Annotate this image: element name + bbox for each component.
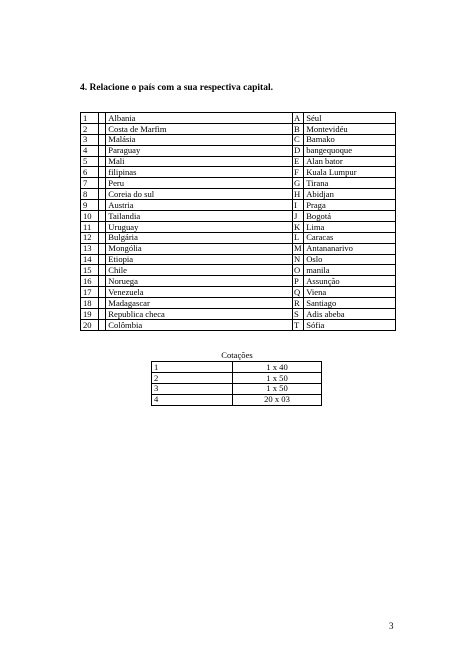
cotacao-score-cell: 1 x 50 [233,383,322,394]
country-cell: Madagascar [106,298,293,309]
number-cell: 13 [81,243,99,254]
answer-blank-cell[interactable] [98,178,105,189]
letter-cell: A [292,113,303,124]
capital-cell: Abidjan [304,189,396,200]
letter-cell: L [292,232,303,243]
number-cell: 18 [81,298,99,309]
table-row [152,372,322,383]
number-cell: 11 [81,221,99,232]
capital-cell: Antananarivo [304,243,396,254]
answer-blank-cell[interactable] [98,254,105,265]
letter-cell: O [292,265,303,276]
country-cell: Austria [106,200,293,211]
capital-cell: Oslo [304,254,396,265]
number-cell: 16 [81,276,99,287]
table-row [81,232,396,243]
answer-blank-cell[interactable] [98,298,105,309]
number-cell: 4 [81,145,99,156]
answer-blank-cell[interactable] [98,265,105,276]
table-row [152,394,322,405]
number-cell: 8 [81,189,99,200]
table-row [81,243,396,254]
country-cell: filipinas [106,167,293,178]
answer-blank-cell[interactable] [98,221,105,232]
table-row [81,178,396,189]
country-cell: Etiopia [106,254,293,265]
answer-blank-cell[interactable] [98,134,105,145]
country-capital-table-body [81,113,396,331]
capital-cell: Viena [304,287,396,298]
table-row [81,287,396,298]
letter-cell: M [292,243,303,254]
country-cell: Albania [106,113,293,124]
cotacoes-table [151,361,322,406]
country-capital-table [80,112,396,331]
letter-cell: S [292,309,303,320]
cotacao-score-cell: 1 x 50 [233,372,322,383]
letter-cell: F [292,167,303,178]
number-cell: 6 [81,167,99,178]
table-row [81,265,396,276]
cotacao-score-cell: 20 x 03 [233,394,322,405]
table-row [152,362,322,373]
cotacao-question-cell: 3 [152,383,233,394]
capital-cell: Montevidéu [304,123,396,134]
table-row [81,145,396,156]
table-row [81,156,396,167]
answer-blank-cell[interactable] [98,232,105,243]
answer-blank-cell[interactable] [98,123,105,134]
answer-blank-cell[interactable] [98,211,105,222]
country-cell: Colômbia [106,319,293,330]
table-row [152,383,322,394]
country-cell: Mali [106,156,293,167]
table-row [81,189,396,200]
country-cell: Paraguay [106,145,293,156]
number-cell: 19 [81,309,99,320]
answer-blank-cell[interactable] [98,156,105,167]
country-cell: Tailandia [106,211,293,222]
answer-blank-cell[interactable] [98,276,105,287]
capital-cell: Alan bator [304,156,396,167]
capital-cell: Tirana [304,178,396,189]
cotacao-question-cell: 1 [152,362,233,373]
letter-cell: H [292,189,303,200]
cotacao-question-cell: 2 [152,372,233,383]
number-cell: 2 [81,123,99,134]
capital-cell: Lima [304,221,396,232]
country-cell: Peru [106,178,293,189]
country-cell: Mongólia [106,243,293,254]
cotacao-score-cell: 1 x 40 [233,362,322,373]
letter-cell: B [292,123,303,134]
table-row [81,134,396,145]
capital-cell: bangequoque [304,145,396,156]
country-cell: Chile [106,265,293,276]
letter-cell: N [292,254,303,265]
capital-cell: Bogotá [304,211,396,222]
answer-blank-cell[interactable] [98,167,105,178]
cotacoes-label: Cotações [221,350,253,360]
answer-blank-cell[interactable] [98,319,105,330]
answer-blank-cell[interactable] [98,200,105,211]
country-cell: Malásia [106,134,293,145]
capital-cell: Adis abeba [304,309,396,320]
question-title: 4. Relacione o país com a sua respectiva capital. [80,83,273,93]
capital-cell: Assunção [304,276,396,287]
country-cell: Bulgária [106,232,293,243]
number-cell: 7 [81,178,99,189]
capital-cell: Santiago [304,298,396,309]
letter-cell: P [292,276,303,287]
answer-blank-cell[interactable] [98,243,105,254]
country-cell: Costa de Marfim [106,123,293,134]
letter-cell: Q [292,287,303,298]
capital-cell: Sófia [304,319,396,330]
letter-cell: R [292,298,303,309]
number-cell: 9 [81,200,99,211]
page-number: 3 [389,621,394,631]
letter-cell: K [292,221,303,232]
country-cell: Noruega [106,276,293,287]
table-row [81,167,396,178]
country-cell: Coreia do sul [106,189,293,200]
table-row [81,113,396,124]
table-row [81,254,396,265]
table-row [81,276,396,287]
country-cell: Venezuela [106,287,293,298]
number-cell: 5 [81,156,99,167]
answer-blank-cell[interactable] [98,145,105,156]
number-cell: 10 [81,211,99,222]
capital-cell: Praga [304,200,396,211]
capital-cell: Kuala Lumpur [304,167,396,178]
letter-cell: J [292,211,303,222]
table-row [81,123,396,134]
answer-blank-cell[interactable] [98,309,105,320]
table-row [81,211,396,222]
letter-cell: E [292,156,303,167]
cotacao-question-cell: 4 [152,394,233,405]
table-row [81,298,396,309]
table-row [81,200,396,211]
number-cell: 20 [81,319,99,330]
letter-cell: C [292,134,303,145]
answer-blank-cell[interactable] [98,113,105,124]
country-cell: Uruguay [106,221,293,232]
table-row [81,221,396,232]
country-cell: Republica checa [106,309,293,320]
cotacoes-table-body [152,362,322,406]
number-cell: 3 [81,134,99,145]
number-cell: 17 [81,287,99,298]
answer-blank-cell[interactable] [98,189,105,200]
letter-cell: G [292,178,303,189]
number-cell: 1 [81,113,99,124]
letter-cell: D [292,145,303,156]
capital-cell: Séul [304,113,396,124]
letter-cell: T [292,319,303,330]
answer-blank-cell[interactable] [98,287,105,298]
capital-cell: Caracas [304,232,396,243]
table-row [81,319,396,330]
table-row [81,309,396,320]
number-cell: 12 [81,232,99,243]
number-cell: 14 [81,254,99,265]
capital-cell: Bamako [304,134,396,145]
number-cell: 15 [81,265,99,276]
capital-cell: manila [304,265,396,276]
letter-cell: I [292,200,303,211]
